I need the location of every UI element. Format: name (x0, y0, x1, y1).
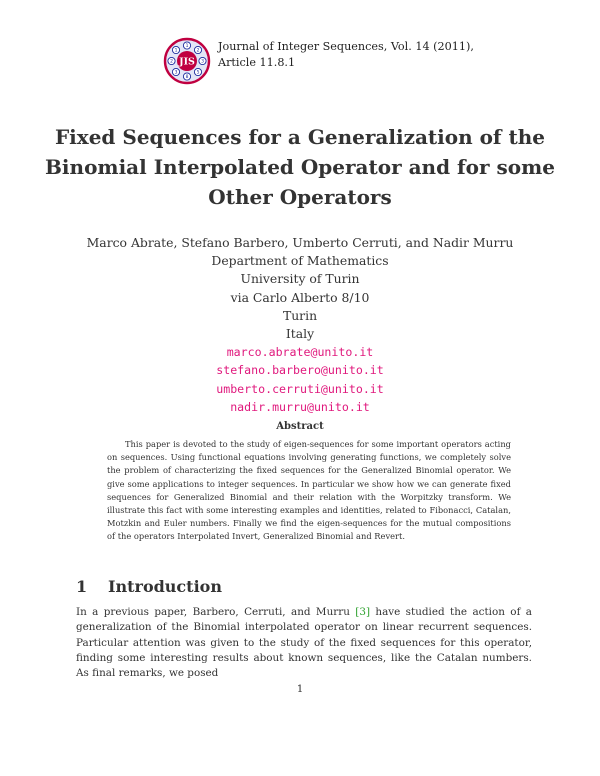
affiliation-department: Department of Mathematics (211, 253, 389, 269)
abstract-body (107, 438, 511, 544)
email-link[interactable]: stefano.barbero@unito.it (216, 363, 384, 378)
title-line-3: Other Operators (208, 185, 392, 209)
svg-text:2: 2 (196, 48, 200, 54)
affiliation-university: University of Turin (240, 271, 360, 287)
introduction-paragraph (76, 605, 532, 681)
affiliation-country: Italy (285, 326, 315, 342)
author-names: Marco Abrate, Stefano Barbero, Umberto Cerruti, and Nadir Murru (86, 235, 514, 250)
abstract-text: This paper is devoted to the study of eigen-sequences for some important operators acting on sequences. Using functional equations involving generating functions, we completely solve the problem of characterizing the fixed sequences for the Generalized Binomial operator. We give some applications to integer sequences. In particular we show how we can generate fixed sequences for Generalized Binomial and their relation with the Worpitzky transform. We illustrate this fact with some interesting examples and identities, related to Fibonacci, Catalan, Motzkin and Euler numbers. Finally we find the eigen-sequences for the mutual compositions of the operators Interpolated Invert, Generalized Binomial and Revert. (107, 439, 511, 542)
svg-text:5: 5 (196, 70, 200, 76)
journal-logo (163, 37, 211, 85)
introduction-body (76, 605, 532, 681)
email-link[interactable]: marco.abrate@unito.it (226, 345, 374, 360)
intro-text-before: In a previous paper, Barbero, Cerruti, and Murru (76, 606, 356, 618)
citation-link[interactable]: [3] (355, 606, 370, 618)
intro-text-after: have studied the action of a generalization of the Binomial interpolated operator on linear recurrent sequences. Particular attention was given to the study of the fixed sequences for this operator, finding some interesting results about known sequences, like the Catalan numbers. As final remarks, we posed (76, 606, 532, 680)
logo-text: JIS (179, 56, 195, 68)
authors-block (40, 234, 560, 416)
svg-text:1: 1 (185, 44, 189, 50)
email-link[interactable]: umberto.cerruti@unito.it (216, 381, 384, 396)
svg-text:8: 8 (185, 75, 189, 81)
svg-text:3: 3 (174, 70, 178, 76)
affiliation-street: via Carlo Alberto 8/10 (230, 289, 370, 305)
section-number: 1 (76, 577, 88, 596)
email-link[interactable]: nadir.murru@unito.it (230, 399, 370, 414)
title-line-2: Binomial Interpolated Operator and for some (45, 155, 555, 179)
journal-line-1: Journal of Integer Sequences, Vol. 14 (2011), (218, 40, 474, 53)
affiliation-city: Turin (282, 307, 318, 323)
section-title: Introduction (108, 577, 222, 596)
title-line-1: Fixed Sequences for a Generalization of the (54, 125, 545, 149)
svg-text:2: 2 (170, 59, 173, 65)
paper-title (40, 122, 560, 212)
page-number: 1 (296, 683, 304, 695)
section-heading (76, 577, 222, 596)
svg-text:3: 3 (201, 59, 204, 65)
abstract-heading: Abstract (276, 421, 324, 432)
journal-reference (218, 39, 474, 71)
journal-line-2: Article 11.8.1 (218, 56, 296, 69)
svg-text:1: 1 (174, 48, 178, 54)
